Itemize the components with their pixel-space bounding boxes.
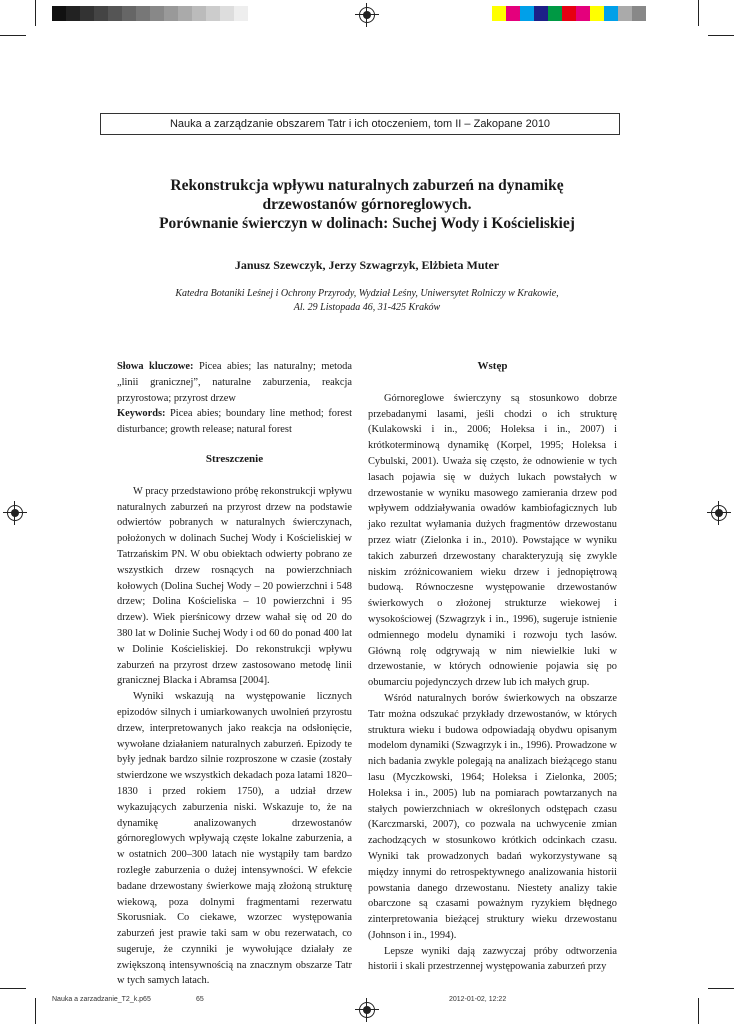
affiliation-line-1: Katedra Botaniki Leśnej i Ochrony Przyrody, Wydział Leśny, Uniwersytet Rolniczy w Krakowie, [175, 288, 559, 299]
intro-heading: Wstęp [477, 360, 508, 372]
article-title-line-2: drzewostanów górnoreglowych. [262, 196, 472, 213]
abstract-paragraph-1: W pracy przedstawiono próbę rekonstrukcji wpływu naturalnych zaburzeń na przyrost drzew na podstawie odwiertów pobranych w naturalnych świerczynach, położonych w dolinach Suchej Wody i Kościeliskiej w Tatrzańskim PN. W obu obiektach odwierty pobrano ze wszystkich drzew rosnących na powierzchniach kołowych (Dolina Suchej Wody – 20 powierzchni i 548 drzew; Dolina Kościeliska – 10 powierzchni i 95 drzew). Wiek pierśnicowy drzew wahał się od 20 do 380 lat w Dolinie Suchej Wody i od 60 do ponad 400 lat w Dolinie Kościeliskiej. Do rekonstrukcji wpływu zaburzeń na przyrost drzew zastosowano metodę linii granicznej Blacka i Abramsa [2004]. [117, 485, 352, 687]
cmyk-color-bar [492, 6, 646, 21]
keywords-en-text: Picea abies; boundary line method; forest disturbance; growth release; natural forest [117, 408, 352, 436]
color-swatch [576, 6, 590, 21]
footer-date: 2012-01-02, 12:22 [449, 996, 507, 1003]
gray-swatch [192, 6, 206, 21]
gray-swatch [164, 6, 178, 21]
keywords-en [117, 406, 352, 438]
abstract-paragraph-2: Wyniki wskazują na występowanie licznych epizodów silnych i umiarkowanych uwolnień przyrostu drzew, interpretowanych jako reakcja na odsłonięcie, wywołane działaniem naturalnych zaburzeń. Epizody te były jednak bardzo silnie rozproszone w czasie (zostały stwierdzone we wszystkich dekadach poza latami 1820–1830 i przed rokiem 1750), a udział drzew wykazujących zaburzenia niski. Wskazuje to, że na dynamikę analizowanych drzewostanów górnoreglowych wpływają częste lokalne zaburzenia, a w ostatnich 200–300 latach nie wystąpiły tam bardzo rozległe zaburzenia o dużej intensywności. W efekcie badane drzewostany świerkowe mają złożoną strukturę wiekową, poza dolnymi fragmentami rezerwatu Skorusniak. Co ciekawe, wzorzec występowania zaburzeń jest prawie taki sam w obu rezerwatach, co sugeruje, że czynniki je wywołujące działały ze zwiększoną intensywnością na znacznym obszarze Tatr w tych samych latach. [117, 691, 352, 987]
article-title-line-1: Rekonstrukcja wpływu naturalnych zaburzeń na dynamikę [170, 177, 564, 194]
article-title-line-3: Porównanie świerczyn w dolinach: Suchej Wody i Kościeliskiej [159, 215, 575, 232]
color-swatch [618, 6, 632, 21]
footer-page: 65 [196, 996, 204, 1003]
gray-swatch [108, 6, 122, 21]
color-swatch [604, 6, 618, 21]
gray-swatch [122, 6, 136, 21]
gray-swatch [94, 6, 108, 21]
abstract-heading: Streszczenie [205, 452, 264, 465]
crop-mark [708, 35, 734, 36]
color-swatch [632, 6, 646, 21]
crop-mark [0, 988, 26, 989]
affiliation-line-2: Al. 29 Listopada 46, 31-425 Kraków [293, 302, 441, 313]
color-swatch [492, 6, 506, 21]
gray-color-bar [52, 6, 248, 21]
registration-mark-icon [7, 505, 23, 521]
gray-swatch [206, 6, 220, 21]
color-swatch [520, 6, 534, 21]
color-swatch [562, 6, 576, 21]
crop-mark [0, 35, 26, 36]
intro-paragraph-3: Lepsze wyniki dają zazwyczaj próby odtworzenia historii i skali przestrzennej występowania zaburzeń przy [368, 945, 617, 973]
color-swatch [534, 6, 548, 21]
registration-mark-icon [359, 1002, 375, 1018]
keywords-en-label: Keywords: [117, 408, 166, 420]
crop-mark [35, 998, 36, 1024]
registration-mark-icon [359, 7, 375, 23]
color-swatch [590, 6, 604, 21]
intro-paragraph-2: Wśród naturalnych borów świerkowych na obszarze Tatr można odszukać przykłady drzewostanów, w których struktura wieku i budowa odpowiadają obydwu opisanym modelom dynamiki (Szwagrzyk i in., 1996). Prowadzone w nich badania zwykle polegają na analizach bieżącego stanu lasu (Myczkowski, 1964; Holeksa i Zielonka, 2005; Holeksa i in., 2005) lub na pomiarach powtarzanych na stałych powierzchniach w określonych odstępach czasu (Karczmarski, 2007), co pozwala na uchwycenie zmian zachodzących w stosunkowo krótkich odcinkach czasu. Wyniki tak prowadzonych badań wykorzystywane są między innymi do retrospektywnego analizowania historii powstania danego drzewostanu. Niestety analizy takie obarczone są czasami poważnym ryzykiem błędnego zinterpretowania bieżącej struktury wieku drzewostanu (Johnson i in., 1994). [368, 692, 617, 941]
color-swatch [506, 6, 520, 21]
intro-paragraph-1: Górnoreglowe świerczyny są stosunkowo dobrze przebadanymi lasami, jeśli chodzi o ich strukturę (Kulakowski i in., 2006; Holeksa i in., 2007) i krótkoterminową dynamikę (Korpel, 1995; Holeksa i Cybulski, 2001). Uważa się często, że odnowienie w tych lasach pojawia się w dużych lukach powstałych w drzewostanie w wyniku masowego zamierania drzew pod wpływem oddziaływania owadów kambiofagicznych lub jako rezultat wyłamania dużych fragmentów drzewostanu przez wiatr (Zielonka i in., 2010). Powstające w wyniku takich zaburzeń drzewostany charakteryzują się zwykle niskim zróżnicowaniem wieku drzew i jednopiętrową budową. Równoczesne występowanie drzewostanów świerkowych o złożonej strukturze wiekowej i wysokościowej (Szwagrzyk i in., 1996), sugeruje istnienie odmiennego modelu dynamiki i rozwoju tych lasów. Główną rolę odgrywają w nim niewielkie luki w drzewostanie, w których odnowienie pojawia się po obumarciu pojedynczych drzew lub ich małych grup. [368, 392, 617, 689]
gray-swatch [66, 6, 80, 21]
keywords-pl-label: Słowa kluczowe: [117, 361, 194, 372]
footer-filename: Nauka a zarzadzanie_T2_k.p65 [52, 996, 151, 1003]
keywords-pl [117, 359, 352, 406]
crop-mark [698, 0, 699, 26]
keywords-pl-text: Picea abies; las naturalny; metoda „linii granicznej”, naturalne zaburzenia, reakcja przyrostowa; przyrost drzew [117, 361, 352, 404]
color-swatch [548, 6, 562, 21]
gray-swatch [178, 6, 192, 21]
gray-swatch [52, 6, 66, 21]
affiliation [140, 287, 594, 315]
registration-mark-icon [711, 505, 727, 521]
gray-swatch [136, 6, 150, 21]
left-column [117, 359, 352, 989]
gray-swatch [220, 6, 234, 21]
running-header: Nauka a zarządzanie obszarem Tatr i ich otoczeniem, tom II – Zakopane 2010 [100, 113, 620, 135]
right-column [368, 359, 617, 975]
crop-mark [35, 0, 36, 26]
authors: Janusz Szewczyk, Jerzy Szwagrzyk, Elżbieta Muter [234, 258, 500, 272]
gray-swatch [150, 6, 164, 21]
gray-swatch [80, 6, 94, 21]
crop-mark [698, 998, 699, 1024]
gray-swatch [234, 6, 248, 21]
crop-mark [708, 988, 734, 989]
